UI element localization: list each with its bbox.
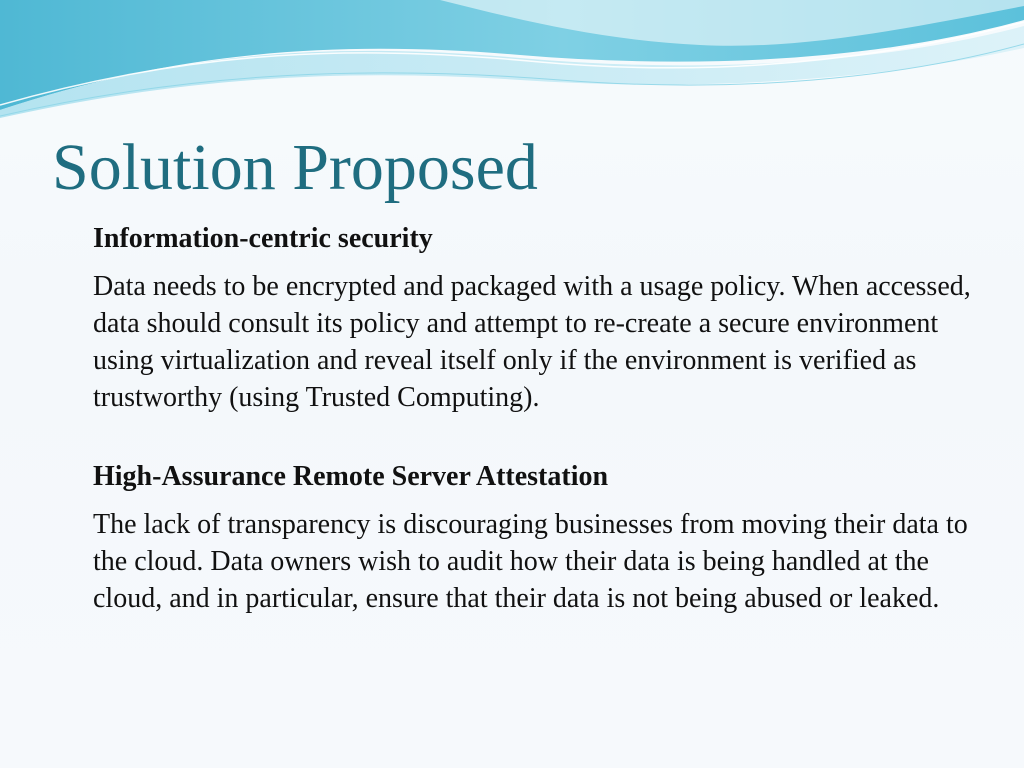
section-body: The lack of transparency is discouraging businesses from moving their data to the cloud. Data owners wish to audit how their data is being handled at the cloud, and in particular, ensure that their data is not being abused or leaked. <box>93 509 968 614</box>
section-heading: Information-centric security <box>93 223 433 254</box>
section-heading: High-Assurance Remote Server Attestation <box>93 461 609 492</box>
section-body: Data needs to be encrypted and packaged with a usage policy. When accessed, data should consult its policy and attempt to re-create a secure environment using virtualization and reveal itself only if the environment is verified as trustworthy (using Trusted Computing). <box>93 271 971 413</box>
section-information-centric-security <box>93 220 973 416</box>
section-remote-server-attestation <box>93 458 973 617</box>
slide-content <box>93 220 973 617</box>
decorative-wave-header <box>0 0 1024 130</box>
page-title: Solution Proposed <box>52 131 538 204</box>
